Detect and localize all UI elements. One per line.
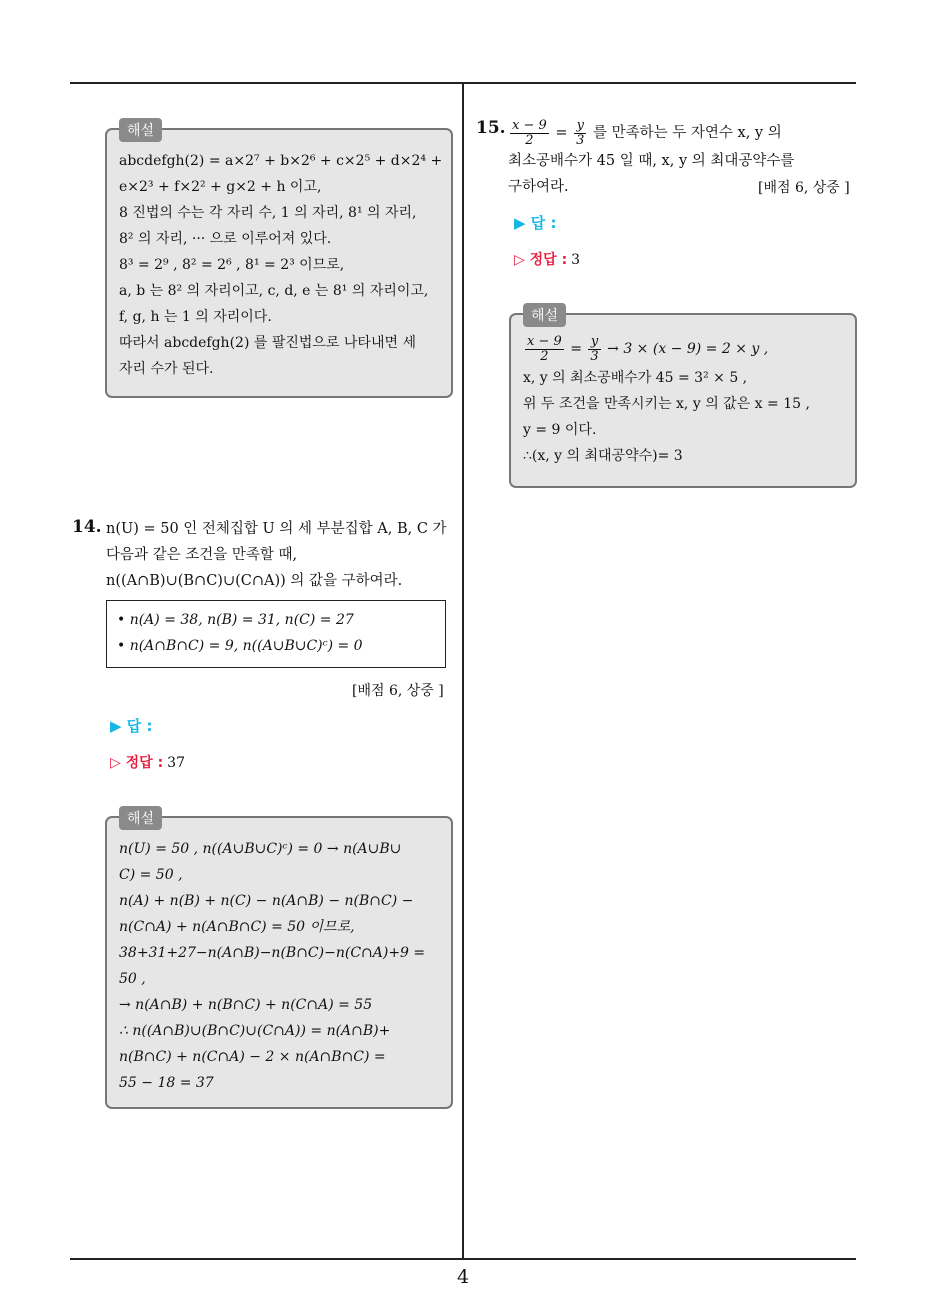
question-line-rest: 를 만족하는 두 자연수 x, y 의	[593, 125, 782, 141]
question-line: $\frac{x - 9}{2}$ = $\frac{y}{3}$ 를 만족하는 두 자연수 x, y 의	[512, 117, 782, 148]
explanation-line: 자리 수가 된다.	[119, 361, 214, 377]
question-line: 최소공배수가 45 일 때, x, y 의 최대공약수를	[508, 153, 795, 169]
answer-label: ▶ 답 :	[110, 717, 153, 735]
explanation-line: f, g, h 는 1 의 자리이다.	[119, 309, 272, 325]
question-text	[106, 516, 447, 594]
explanation-line: n(C∩A) + n(A∩B∩C) = 50 이므로,	[119, 919, 355, 935]
q15-explanation-box	[509, 308, 857, 488]
explanation-line: n(U) = 50 , n((A∪B∪C)ᶜ) = 0 → n(A∪B∪	[119, 841, 402, 857]
explanation-tag: 해설	[119, 806, 162, 830]
explanation-line: 8² 의 자리, ··· 으로 이루어져 있다.	[119, 231, 332, 247]
question-line: 다음과 같은 조건을 만족할 때,	[106, 547, 298, 563]
explanation-line: C) = 50 ,	[119, 867, 183, 883]
q13-explanation-box	[105, 123, 453, 398]
explanation-line: n(A) + n(B) + n(C) − n(A∩B) − n(B∩C) −	[119, 893, 414, 909]
score-label: [배점 6, 상중 ]	[352, 683, 444, 699]
q14-explanation-box	[105, 811, 453, 1109]
answer-label: ▶ 답 :	[514, 214, 557, 232]
fraction: $\frac{x - 9}{2}$	[512, 117, 547, 148]
explanation-line: 위 두 조건을 만족시키는 x, y 의 값은 x = 15 ,	[523, 396, 810, 412]
explanation-line: 8 진법의 수는 각 자리 수, 1 의 자리, 8¹ 의 자리,	[119, 205, 417, 221]
correct-answer	[110, 752, 185, 772]
correct-answer-label: ▷ 정답 :	[514, 252, 568, 268]
explanation-line: 50 ,	[119, 971, 146, 987]
correct-answer-label: ▷ 정답 :	[110, 755, 164, 771]
fraction: $\frac{y}{3}$	[590, 333, 599, 364]
fraction: $\frac{y}{3}$	[576, 117, 585, 148]
page-number: 4	[456, 1266, 470, 1288]
explanation-line: ∴(x, y 의 최대공약수)= 3	[523, 448, 683, 464]
explanation-line: n(B∩C) + n(C∩A) − 2 × n(A∩B∩C) =	[119, 1049, 386, 1065]
score-label: [배점 6, 상중 ]	[758, 180, 850, 196]
correct-answer-value: 3	[571, 252, 581, 268]
fraction: $\frac{x - 9}{2}$	[527, 333, 562, 364]
question-text	[508, 118, 794, 200]
correct-answer-value: 37	[167, 755, 185, 771]
explanation-line: → n(A∩B) + n(B∩C) + n(C∩A) = 55	[119, 997, 373, 1013]
explanation-line: abcdefgh(2) = a×2⁷ + b×2⁶ + c×2⁵ + d×2⁴ +	[119, 153, 443, 169]
explanation-line: 55 − 18 = 37	[119, 1075, 214, 1091]
question-number: 15.	[476, 118, 506, 138]
correct-answer	[514, 249, 580, 269]
bottom-rule	[70, 1258, 856, 1260]
question-line: n((A∩B)∪(B∩C)∪(C∩A)) 의 값을 구하여라.	[106, 573, 403, 589]
question-line: 구하여라.	[508, 179, 569, 195]
question-line: n(U) = 50 인 전체집합 U 의 세 부분집합 A, B, C 가	[106, 521, 447, 537]
conditions-box	[106, 600, 446, 668]
explanation-line: $\frac{x - 9}{2}$ = $\frac{y}{3}$ → 3 × (x − 9) = 2 × y ,	[527, 333, 769, 364]
explanation-tag: 해설	[523, 303, 566, 327]
explanation-line: 8³ = 2⁹ , 8² = 2⁶ , 8¹ = 2³ 이므로,	[119, 257, 345, 273]
question-number: 14.	[72, 517, 102, 537]
explanation-line: e×2³ + f×2² + g×2 + h 이고,	[119, 179, 322, 195]
explanation-line: 따라서 abcdefgh(2) 를 팔진법으로 나타내면 세	[119, 335, 416, 351]
explanation-line: x, y 의 최소공배수가 45 = 3² × 5 ,	[523, 370, 748, 386]
explanation-line-rest: → 3 × (x − 9) = 2 × y ,	[607, 341, 769, 357]
explanation-line: 38+31+27−n(A∩B)−n(B∩C)−n(C∩A)+9 =	[119, 945, 426, 961]
explanation-line: ∴ n((A∩B)∪(B∩C)∪(C∩A)) = n(A∩B)+	[119, 1023, 391, 1039]
condition-item: • n(A∩B∩C) = 9, n((A∪B∪C)ᶜ) = 0	[117, 638, 363, 654]
condition-item: • n(A) = 38, n(B) = 31, n(C) = 27	[117, 612, 354, 628]
explanation-tag: 해설	[119, 118, 162, 142]
explanation-line: y = 9 이다.	[523, 422, 597, 438]
column-divider	[462, 84, 464, 1259]
explanation-line: a, b 는 8² 의 자리이고, c, d, e 는 8¹ 의 자리이고,	[119, 283, 429, 299]
